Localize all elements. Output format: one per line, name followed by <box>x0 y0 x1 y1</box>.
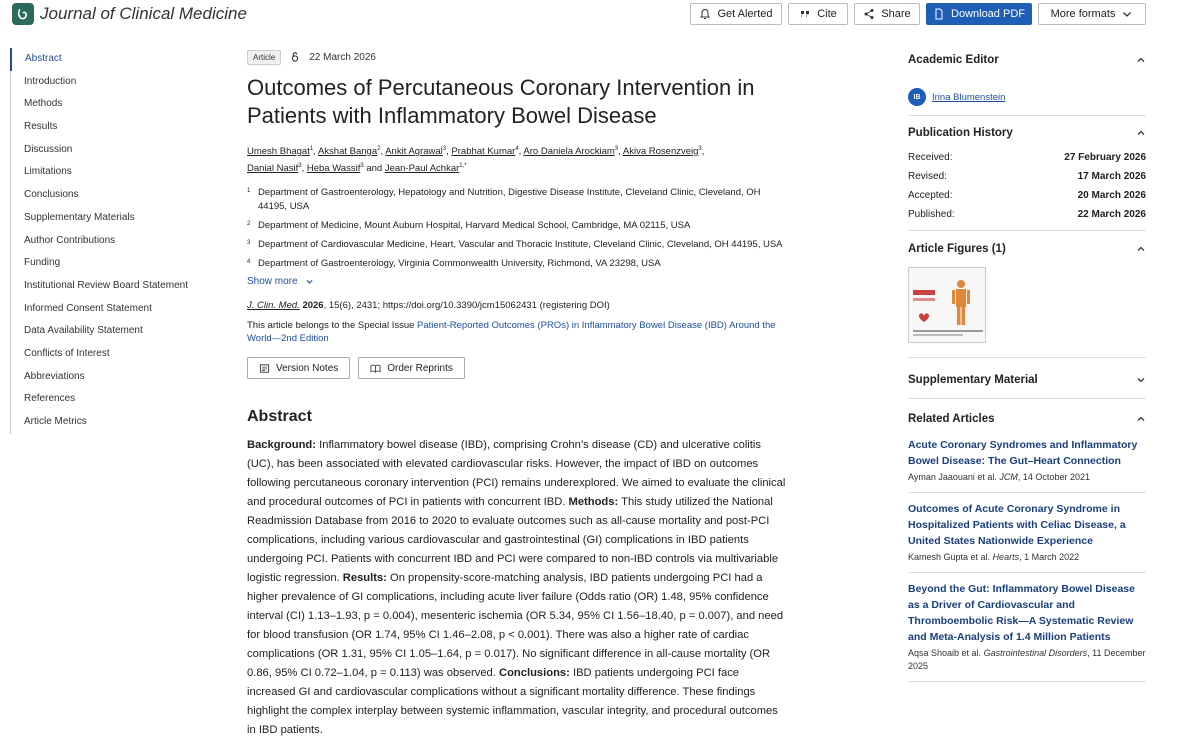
author-link[interactable]: Prabhat Kumar <box>451 146 516 158</box>
related-articles-header[interactable] <box>908 409 1146 429</box>
right-sidebar <box>908 50 1146 690</box>
article-figures-heading: Article Figures (1) <box>908 243 1006 255</box>
author-affil-sup: 1,* <box>459 163 467 170</box>
related-articles-heading: Related Articles <box>908 413 995 425</box>
nav-item-abbreviations[interactable]: Abbreviations <box>24 370 85 382</box>
affiliation-item <box>247 219 787 233</box>
related-article-journal: JCM <box>999 472 1018 482</box>
cite-label: Cite <box>817 8 837 20</box>
author-affil-sup: 3 <box>298 163 302 170</box>
nav-item-supplementary-materials[interactable]: Supplementary Materials <box>24 211 135 223</box>
author-link[interactable]: Akshat Banga <box>317 146 378 158</box>
author-affil-sup: 3 <box>614 146 619 152</box>
related-article-title[interactable]: Outcomes of Acute Coronary Syndrome in Hospitalized Patients with Celiac Disease, a United States Nationwide Experience <box>908 503 1126 547</box>
author-link[interactable]: Heba Wassif <box>306 163 361 175</box>
article-title: Outcomes of Percutaneous Coronary Intervention in Patients with Inflammatory Bowel Disease <box>247 75 755 128</box>
editor-avatar: IB <box>908 88 926 106</box>
share-icon <box>863 8 875 20</box>
affiliation-number: 3 <box>247 240 251 247</box>
nav-item-funding[interactable]: Funding <box>24 257 61 269</box>
author-affil-sup: 1 <box>309 146 314 152</box>
show-more-label: Show more <box>247 276 298 288</box>
bell-icon <box>699 8 711 20</box>
related-article-title[interactable]: Acute Coronary Syndromes and Inflammatory Bowel Disease: The Gut–Heart Connection <box>908 439 1138 467</box>
special-issue-note <box>247 319 787 345</box>
citation-journal[interactable]: J. Clin. Med. <box>247 300 300 312</box>
share-label: Share <box>881 8 911 20</box>
order-reprints-label: Order Reprints <box>387 362 453 374</box>
related-article-meta <box>908 471 1146 484</box>
nav-item-informed-consent-statement[interactable]: Informed Consent Statement <box>24 302 152 314</box>
related-article-date: , 11 December 2025 <box>908 648 1146 671</box>
affiliation-number: 1 <box>247 188 251 195</box>
publication-history-heading: Publication History <box>908 127 1013 139</box>
special-issue-link[interactable]: Patient-Reported Outcomes (PROs) in Inflammatory Bowel Disease (IBD) Around the World—2nd Edition <box>247 320 776 345</box>
author-list: Umesh Bhagat$^1$, Akshat Banga$^2$, Ankit Agrawal$^3$, Prabhat Kumar$^4$, Aro Daniela Arockiam$^3$, Akiva Rosenzveig$^3$, Danial Nasif$^3$, Heba Wassif$^3$ and Jean-Paul Achkar$^{1,*}$ <box>247 146 705 175</box>
supplementary-material-header[interactable] <box>908 370 1146 390</box>
more-formats-button[interactable] <box>1038 3 1146 25</box>
version-notes-button[interactable] <box>247 357 350 379</box>
special-issue-prefix: This article belongs to the Special Issue <box>247 320 418 332</box>
share-button[interactable] <box>854 3 920 25</box>
abstract-methods-text: This study utilized the National Readmission Database from 2016 to 2020 to evaluate outcomes such as all-cause mortality and post-PCI complications, including various cardiovascular and gastrointestinal (GI) complications in IBD patients undergoing PCI. Patients with concurrent IBD and PCI were compared to non-IBD controls via multivariable logistic regression. <box>247 496 779 585</box>
affiliation-text: Department of Gastroenterology, Virginia Commonwealth University, Richmond, VA 23298, USA <box>258 258 661 270</box>
nav-item-methods[interactable]: Methods <box>24 98 63 110</box>
divider <box>908 230 1146 231</box>
affiliation-item <box>247 238 787 252</box>
history-label: Revised: <box>908 171 947 182</box>
chevron-up-icon <box>1136 128 1146 138</box>
nav-item-results[interactable]: Results <box>24 121 58 133</box>
affiliation-number: 2 <box>247 221 251 228</box>
abstract-heading: Abstract <box>247 408 312 426</box>
chevron-up-icon <box>1136 55 1146 65</box>
affiliation-item <box>247 257 787 271</box>
cite-button[interactable] <box>788 3 848 25</box>
citation-line <box>247 300 787 311</box>
history-value: 27 February 2026 <box>1064 152 1146 163</box>
related-article-authors: Kamesh Gupta et al. <box>908 552 991 562</box>
history-value: 20 March 2026 <box>1077 190 1146 201</box>
article-meta <box>247 48 787 66</box>
author-link[interactable]: Aro Daniela Arockiam <box>523 146 615 158</box>
chevron-up-icon <box>1136 414 1146 424</box>
related-article-authors: Ayman Jaaouani et al. <box>908 472 997 482</box>
related-article-meta <box>908 647 1146 673</box>
citation-year: 2026 <box>302 300 324 312</box>
supplementary-material-heading: Supplementary Material <box>908 374 1038 386</box>
abstract-text <box>247 436 787 740</box>
divider <box>908 398 1146 399</box>
chevron-down-icon <box>305 277 314 286</box>
related-article-meta <box>908 551 1146 564</box>
figure-thumbnail[interactable] <box>908 267 986 343</box>
book-icon <box>370 363 381 374</box>
history-value: 17 March 2026 <box>1077 171 1146 182</box>
affiliation-item <box>247 186 787 214</box>
chevron-up-icon <box>1136 244 1146 254</box>
related-article-title[interactable]: Beyond the Gut: Inflammatory Bowel Disease as a Driver of Cardiovascular and Thromboembolic Risk—A Systematic Review and Meta-Analysis of 1.4 Million Patients <box>908 583 1135 643</box>
get-alerted-label: Get Alerted <box>717 8 773 20</box>
chevron-down-icon <box>1136 375 1146 385</box>
publication-date: 22 March 2026 <box>309 51 376 63</box>
related-article-authors: Aqsa Shoaib et al. <box>908 648 982 658</box>
abstract-bg-label: Background: <box>247 439 316 452</box>
history-label: Received: <box>908 152 953 163</box>
history-value: 22 March 2026 <box>1077 209 1146 220</box>
nav-item-abstract[interactable]: Abstract <box>10 48 200 71</box>
author-link[interactable]: Danial Nasif <box>247 163 299 175</box>
related-article-journal: Gastrointestinal Disorders <box>983 648 1088 658</box>
nav-item-limitations[interactable]: Limitations <box>24 166 72 178</box>
publication-history-header[interactable] <box>908 123 1146 143</box>
history-label: Accepted: <box>908 190 953 201</box>
divider <box>908 115 1146 116</box>
more-formats-label: More formats <box>1050 8 1116 20</box>
nav-item-author-contributions[interactable]: Author Contributions <box>24 234 116 246</box>
journal-logo[interactable] <box>12 3 34 25</box>
author-affil-sup: 3 <box>442 146 447 152</box>
author-link[interactable]: Akiva Rosenzveig <box>622 146 699 158</box>
academic-editor-header[interactable] <box>908 50 1146 70</box>
editor-name-link[interactable]: Irina Blumenstein <box>932 91 1006 103</box>
abstract-methods-label: Methods: <box>568 496 619 509</box>
show-more-link[interactable] <box>247 276 787 287</box>
nav-item-institutional-review-board-statement[interactable]: Institutional Review Board Statement <box>24 279 188 291</box>
divider <box>908 681 1146 682</box>
chevron-down-icon <box>1121 8 1133 20</box>
divider <box>908 492 1146 493</box>
affiliation-text: Department of Gastroenterology, Hepatology and Nutrition, Digestive Disease Institute, Cleveland Clinic, Cleveland, OH 44195, USA <box>258 187 761 213</box>
nav-item-data-availability-statement[interactable]: Data Availability Statement <box>24 325 143 337</box>
affiliation-text: Department of Cardiovascular Medicine, Heart, Vascular and Thoracic Institute, Cleveland Clinic, Cleveland, OH 44195, USA <box>258 239 783 251</box>
top-header <box>0 0 1200 30</box>
nav-item-references[interactable]: References <box>24 393 76 405</box>
abstract-conclusions-text: IBD patients undergoing PCI face increased GI and cardiovascular complications without a significant mortality difference. These findings highlight the complex interplay between systemic inflammation, vascular integrity, and procedural outcomes in IBD patients. <box>247 667 778 737</box>
abstract-conclusions-label: Conclusions: <box>499 667 570 680</box>
history-row <box>908 148 1146 167</box>
related-article-journal: Hearts <box>992 552 1020 562</box>
divider <box>908 572 1146 573</box>
abstract-results-text: On propensity-score-matching analysis, IBD patients undergoing PCI had a higher prevalence of GI complications, including acute liver failure (Odds ratio (OR) 1.48, 95% confidence interval (CI) 1.13–1.93, p = 0.004), mesenteric ischemia (OR 5.34, 95% CI 1.56–18.40, p = 0.007), and need for blood transfusion (OR 1.74, 95% CI 1.46–2.08, p < 0.001). There was also a higher rate of cardiac complications (OR 1.31, 95% CI 1.05–1.64, p = 0.017). No significant difference in all-cause mortality (OR 0.86, 95% CI 0.72–1.04, p = 0.113) was observed. <box>247 572 784 680</box>
article-type-tag: Article <box>247 50 281 65</box>
nav-item-conflicts-of-interest[interactable]: Conflicts of Interest <box>24 347 110 359</box>
related-article <box>908 437 1146 484</box>
history-row <box>908 167 1146 186</box>
related-article <box>908 501 1146 564</box>
nav-item-discussion[interactable]: Discussion <box>24 143 73 155</box>
academic-editor-heading: Academic Editor <box>908 54 999 66</box>
section-nav <box>10 48 200 434</box>
related-article <box>908 581 1146 673</box>
editor-entry <box>908 88 1146 106</box>
history-row <box>908 205 1146 224</box>
abstract-bg-text: Inflammatory bowel disease (IBD), comprising Crohn’s disease (CD) and ulcerative colitis (UC), has been associated with elevated cardiovascular risks. However, the impact of IBD on outcomes following percutaneous coronary intervention (PCI) remains underexplored. We aimed to evaluate the clinical and procedural outcomes of PCI in patients with concurrent IBD. <box>247 439 786 509</box>
history-label: Published: <box>908 209 955 220</box>
author-affil-sup: 2 <box>377 146 381 152</box>
author-affil-sup: 3 <box>360 163 364 170</box>
nav-item-article-metrics[interactable]: Article Metrics <box>24 416 87 427</box>
nav-item-introduction[interactable]: Introduction <box>24 75 77 87</box>
affiliation-text: Department of Medicine, Mount Auburn Hospital, Harvard Medical School, Cambridge, MA 02115, USA <box>258 220 691 232</box>
divider <box>908 357 1146 358</box>
open-access-icon <box>289 51 301 63</box>
related-article-date: , 1 March 2022 <box>1019 552 1080 562</box>
author-link[interactable]: Umesh Bhagat <box>247 146 310 158</box>
affiliation-number: 4 <box>247 259 251 266</box>
article-figures-header[interactable] <box>908 239 1146 259</box>
download-pdf-button[interactable] <box>926 3 1032 25</box>
document-icon <box>933 8 945 20</box>
and-word: and <box>366 163 383 175</box>
affiliation-list <box>247 186 787 271</box>
abstract-results-label: Results: <box>342 572 387 585</box>
download-pdf-label: Download PDF <box>951 8 1025 20</box>
author-affil-sup: 3 <box>698 146 702 152</box>
article-actions <box>247 357 787 379</box>
related-article-date: , 14 October 2021 <box>1017 472 1090 482</box>
logo-icon <box>15 6 31 22</box>
journal-title[interactable]: Journal of Clinical Medicine <box>40 4 247 23</box>
order-reprints-button[interactable] <box>358 357 465 379</box>
get-alerted-button[interactable] <box>690 3 782 25</box>
author-affil-sup: 4 <box>515 146 519 152</box>
notes-icon <box>259 363 270 374</box>
quote-icon <box>799 8 811 20</box>
publication-history-list <box>908 148 1146 224</box>
history-row <box>908 186 1146 205</box>
version-notes-label: Version Notes <box>276 362 339 374</box>
author-link[interactable]: Jean-Paul Achkar <box>384 163 460 175</box>
figure-image <box>909 268 986 343</box>
citation-rest: , 15(6), 2431; https://doi.org/10.3390/jcm15062431 (registering DOI) <box>323 300 610 312</box>
nav-item-conclusions[interactable]: Conclusions <box>24 189 79 201</box>
article-main <box>247 48 787 740</box>
related-articles-list <box>908 437 1146 682</box>
author-link[interactable]: Ankit Agrawal <box>385 146 443 158</box>
